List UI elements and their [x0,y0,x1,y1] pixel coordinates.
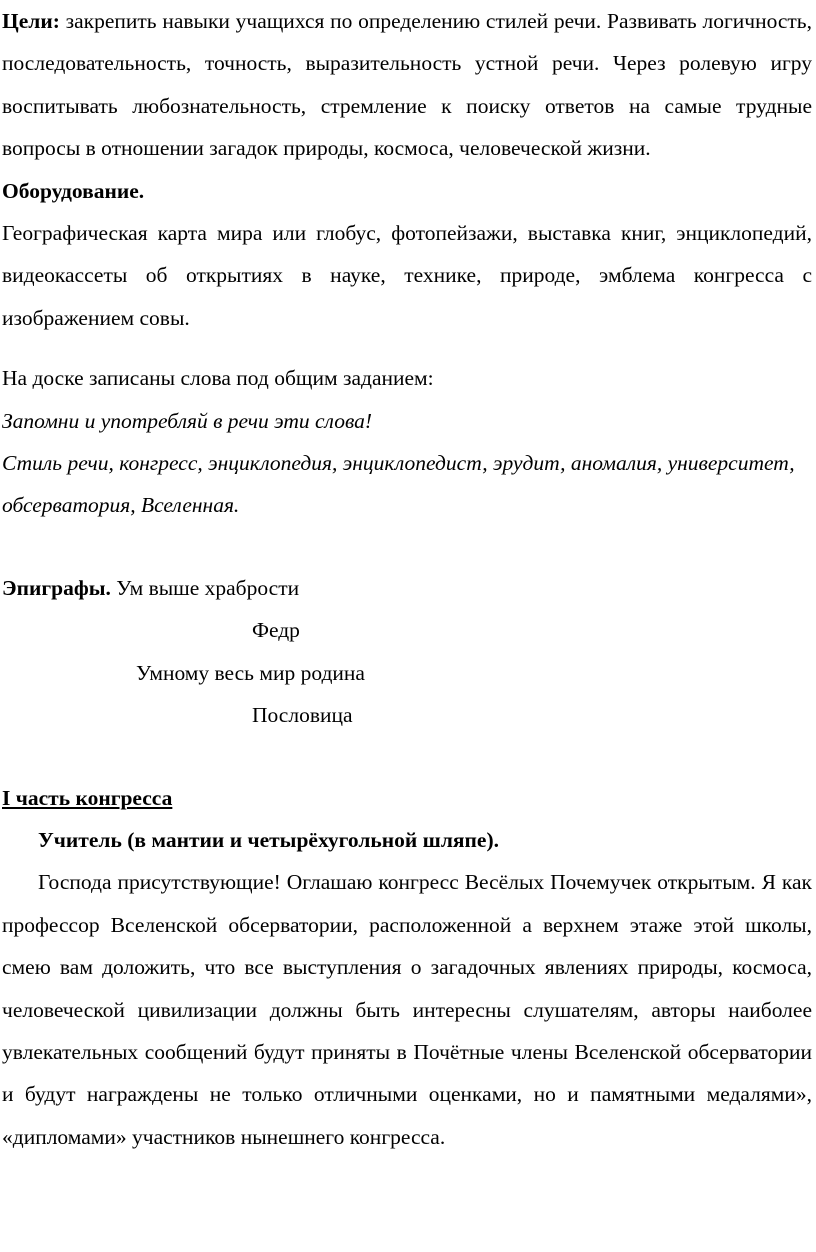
document-page [2,0,812,1158]
spacer [2,527,812,567]
epigraph-second-author: Пословица [252,703,353,728]
board-words: Стиль речи, конгресс, энциклопедия, энциклопедист, эрудит, аномалия, университет, обсерватория, Вселенная. [2,451,795,518]
goals-paragraph [2,0,812,170]
board-intro: На доске записаны слова под общим заданием: [2,366,434,391]
epigraph-first-quote: Ум выше храбрости [110,575,300,600]
epigraphs-label: Эпиграфы. [2,575,111,600]
epigraph-first [2,567,812,609]
part-one-heading: I часть конгресса [2,785,173,810]
board-task: Запомни и употребляй в речи эти слова! [2,408,373,433]
goals-label: Цели: [2,9,60,33]
epigraph-second-quote: Умному весь мир родина [136,660,365,685]
goals-text: закрепить навыки учащихся по определению стилей речи. Развивать логичность, последовательность, точность, выразительность устной речи. Через ролевую игру воспитывать любознательность, стремление к поиску ответов на самые трудные вопросы в отношении загадок природы, космоса, человеческой жизни. [2,9,812,161]
spacer [2,737,812,777]
speaker-line: Учитель (в мантии и четырёхугольной шляпе). [38,827,499,852]
equipment-text: Географическая карта мира или глобус, фотопейзажи, выставка книг, энциклопедий, видеокассеты об открытиях в науке, технике, природе, эмблема конгресса с изображением совы. [2,221,812,330]
teacher-speech: Господа присутствующие! Оглашаю конгресс Весёлых Почемучек открытым. Я как профессор Вселенской обсерватории, расположенной а верхнем этаже этой школы, смею вам доложить, что все выступления о загадочных явлениях природы, космоса, человеческой цивилизации должны быть интересны слушателям, авторы наиболее увлекательных сообщений будут приняты в Почётные члены Вселенской обсерватории и будут награждены не только отличными оценками, но и памятными медалями», «дипломами» участников нынешнего конгресса. [2,870,812,1149]
spacer [2,339,812,357]
equipment-heading: Оборудование. [2,178,145,203]
epigraph-first-author: Федр [252,618,300,643]
